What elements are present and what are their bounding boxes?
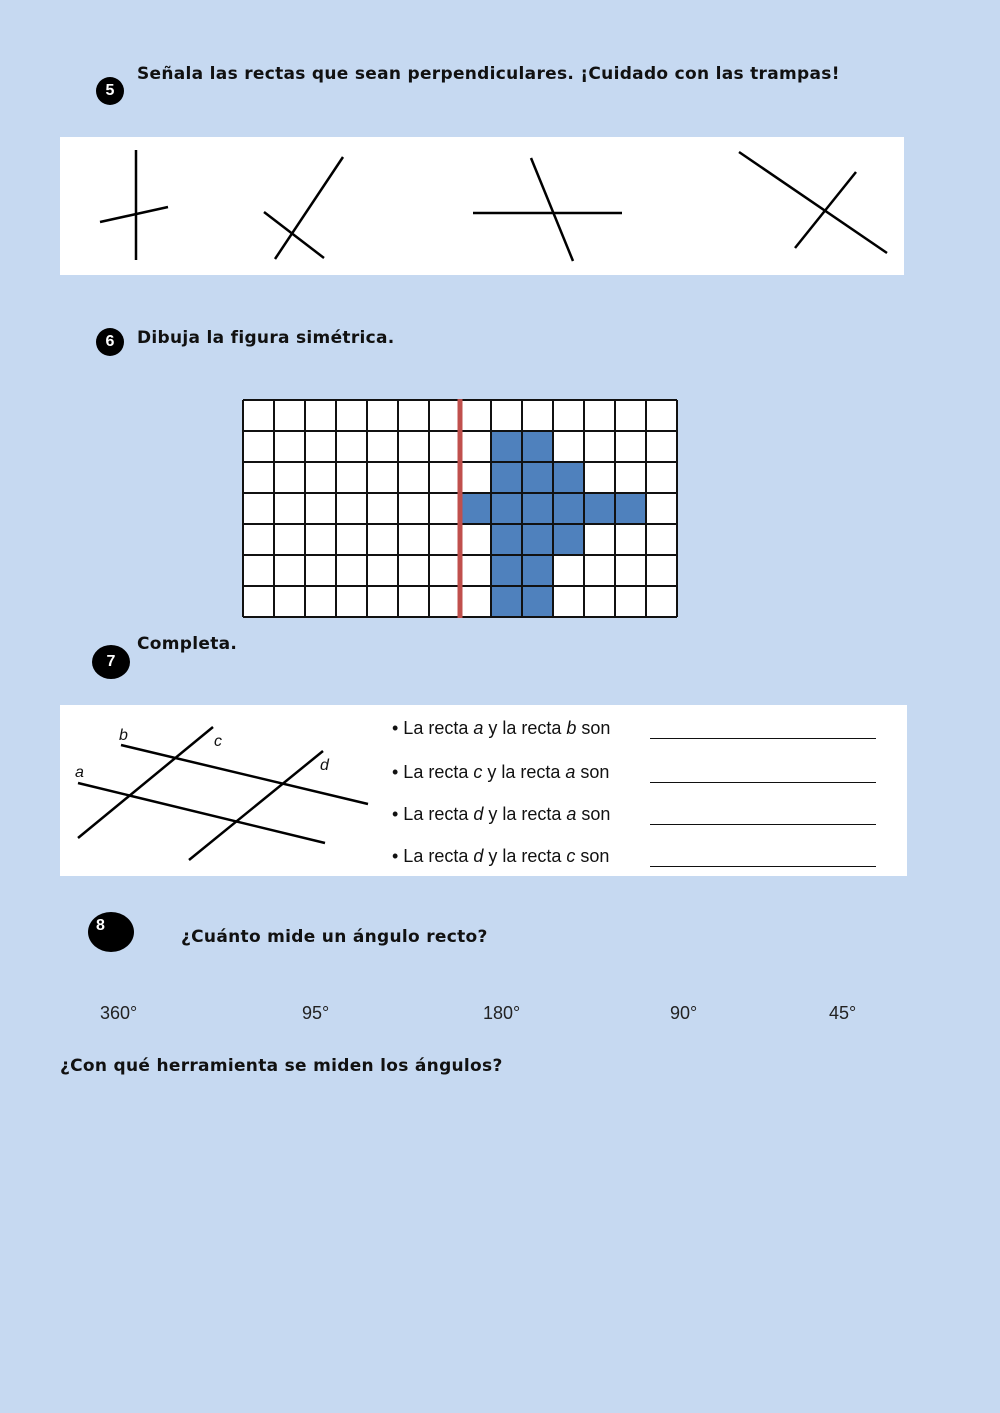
- option-45[interactable]: 45°: [829, 1003, 857, 1023]
- sentence-pre: • La recta: [392, 804, 474, 824]
- sentence-pre: • La recta: [392, 762, 474, 782]
- sentence-mid: y la recta: [483, 846, 567, 866]
- question-7-text: Completa.: [137, 634, 238, 654]
- answer-blank[interactable]: [650, 824, 876, 825]
- option-180[interactable]: 180°: [483, 1003, 521, 1023]
- question-5-text: Señala las rectas que sean perpendiculares. ¡Cuidado con las trampas!: [137, 64, 840, 84]
- filled-cell: [522, 524, 553, 555]
- filled-cell: [553, 493, 584, 524]
- filled-cell: [491, 462, 522, 493]
- filled-cell: [491, 555, 522, 586]
- filled-cell: [584, 493, 615, 524]
- filled-cell: [460, 493, 491, 524]
- answer-blank[interactable]: [650, 866, 876, 867]
- option-90[interactable]: 90°: [670, 1003, 698, 1023]
- sentence-post: son: [576, 718, 611, 738]
- filled-cell: [553, 462, 584, 493]
- sentence-l2: a: [565, 762, 576, 782]
- sentence-l1: a: [473, 718, 484, 738]
- filled-cell: [522, 586, 553, 617]
- question-number-badge: 8: [88, 912, 134, 952]
- label-a: a: [75, 764, 84, 781]
- filled-cell: [491, 524, 522, 555]
- sentence-l2: b: [566, 718, 577, 738]
- filled-cell: [553, 524, 584, 555]
- question-number-badge: 6: [96, 328, 124, 356]
- sentence-l1: c: [473, 762, 483, 782]
- label-d: d: [320, 757, 329, 774]
- question-6-text: Dibuja la figura simétrica.: [137, 328, 395, 348]
- completion-sentence: [392, 846, 609, 867]
- answer-blank[interactable]: [650, 782, 876, 783]
- sentence-mid: y la recta: [482, 762, 566, 782]
- sentence-mid: y la recta: [483, 718, 567, 738]
- filled-cell: [491, 431, 522, 462]
- sentence-post: son: [575, 846, 610, 866]
- filled-cell: [615, 493, 646, 524]
- sentence-post: son: [576, 804, 611, 824]
- sentence-l1: d: [473, 846, 484, 866]
- option-360[interactable]: 360°: [100, 1003, 138, 1023]
- sentence-mid: y la recta: [483, 804, 567, 824]
- filled-cell: [522, 462, 553, 493]
- filled-cell: [522, 555, 553, 586]
- sentence-l2: a: [566, 804, 577, 824]
- question-number-badge: 7: [92, 645, 130, 679]
- perpendicular-lines-panel: [60, 137, 904, 275]
- sentence-pre: • La recta: [392, 846, 474, 866]
- sentence-l1: d: [473, 804, 484, 824]
- symmetry-grid[interactable]: [243, 400, 677, 617]
- sentence-pre: • La recta: [392, 718, 474, 738]
- filled-cell: [522, 431, 553, 462]
- completion-sentence: [392, 718, 610, 739]
- completion-sentence: [392, 762, 609, 783]
- filled-cell: [522, 493, 553, 524]
- answer-blank[interactable]: [650, 738, 876, 739]
- sentence-post: son: [575, 762, 610, 782]
- question-number-badge: 5: [96, 77, 124, 105]
- question-8-text: ¿Cuánto mide un ángulo recto?: [181, 927, 488, 947]
- completion-sentence: [392, 804, 610, 825]
- label-b: b: [119, 727, 128, 744]
- sentence-l2: c: [566, 846, 576, 866]
- filled-cell: [491, 493, 522, 524]
- option-95[interactable]: 95°: [302, 1003, 330, 1023]
- question-tool-text: ¿Con qué herramienta se miden los ángulos?: [60, 1056, 503, 1076]
- label-c: c: [214, 733, 222, 750]
- filled-cell: [491, 586, 522, 617]
